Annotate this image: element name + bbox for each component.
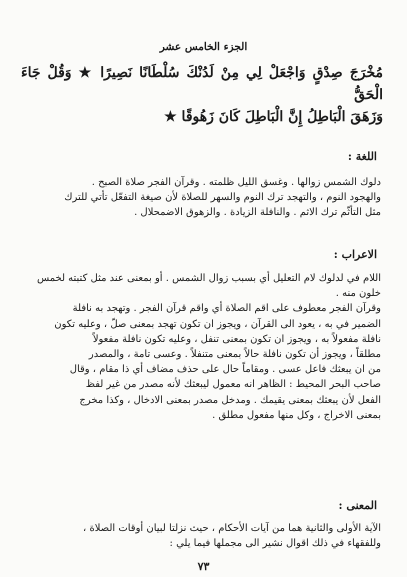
section-title-mana: المعنى : xyxy=(338,499,377,512)
text-line: مثل التأثّم ترك الاثم . والنافلة الزيادة . والزهوق الاضمحلال . xyxy=(134,207,381,219)
section-title-lugha: اللغة : xyxy=(347,150,377,163)
text-line: وقرآن الفجر معطوف على اقم الصلاة أي واقم قرآن الفجر . وتهجد به نافلة xyxy=(72,303,381,315)
text-line: نافلة مفعولاً به ، ويجوز ان تكون بمعنى تنفل ، وعليه تكون نافلة مفعولاً xyxy=(92,333,381,345)
mana-paragraph xyxy=(23,521,381,551)
text-line: وللفقهاء في ذلك اقوال نشير الى مجملها فيما يلي : xyxy=(169,538,381,550)
text-line: خلون منه . xyxy=(335,288,381,300)
section-title-irab: الاعراب : xyxy=(333,248,377,261)
running-header: الجزء الخامس عشر xyxy=(159,41,248,53)
text-line: دلوك الشمس زوالها . وغسق الليل ظلمته . وقرآن الفجر صلاة الصبح . xyxy=(91,177,381,188)
text-line: صاحب البحر المحيط : الظاهر انه معمول ليبعثك لأنه مصدر من غير لفظ xyxy=(85,379,381,391)
text-line: الآية الأولى والثانية هما من آيات الأحكام ، حيث نزلتا لبيان أوقات الصلاة ، xyxy=(83,523,381,534)
verse-line-1: مُخْرَجَ صِدْقٍ وَاجْعَلْ لِي مِنْ لَدُنْكَ سُلْطَانًا نَصِيرًا ★ وَقُلْ جَاءَ الْحَقُّ xyxy=(21,65,383,103)
text-line: والهجود النوم ، والتهجد ترك النوم والسهر للصلاة لأن صيغة التفعّل تأتي للترك xyxy=(64,192,381,204)
page-number: ٧٣ xyxy=(197,560,210,573)
text-line: الضمير في به ، يعود الى القرآن ، ويجوز ان تكون تهجد بمعنى صلّ ، وعليه تكون xyxy=(54,318,381,330)
lugha-paragraph xyxy=(23,175,381,221)
verse-block xyxy=(21,62,383,128)
text-line: الفعل لأن يبعثك بمعنى يقيمك . ومدخل مصدر بمعنى الادخال ، وكذا مخرج xyxy=(79,394,381,406)
irab-paragraph xyxy=(23,271,381,423)
text-line: مطلقاً ، ويجوز أن تكون نافلة حالاً بمعنى متنفلاً . وعسى تامة ، والمصدر xyxy=(88,349,381,361)
text-line: بمعنى الاخراج ، وكل منها مفعول مطلق . xyxy=(212,409,381,421)
text-line: اللام في لدلوك لام التعليل أي بسبب زوال الشمس . أو بمعنى عند مثل كتبته لخمس xyxy=(36,273,381,284)
verse-line-2: وَزَهَقَ الْبَاطِلُ إِنَّ الْبَاطِلَ كَانَ زَهُوقًا ★ xyxy=(164,109,383,125)
text-line: من ان يبعثك فاعل عسى . ومقاماً حال على حذف مضاف أي ذا مقام ، وقال xyxy=(69,364,381,376)
